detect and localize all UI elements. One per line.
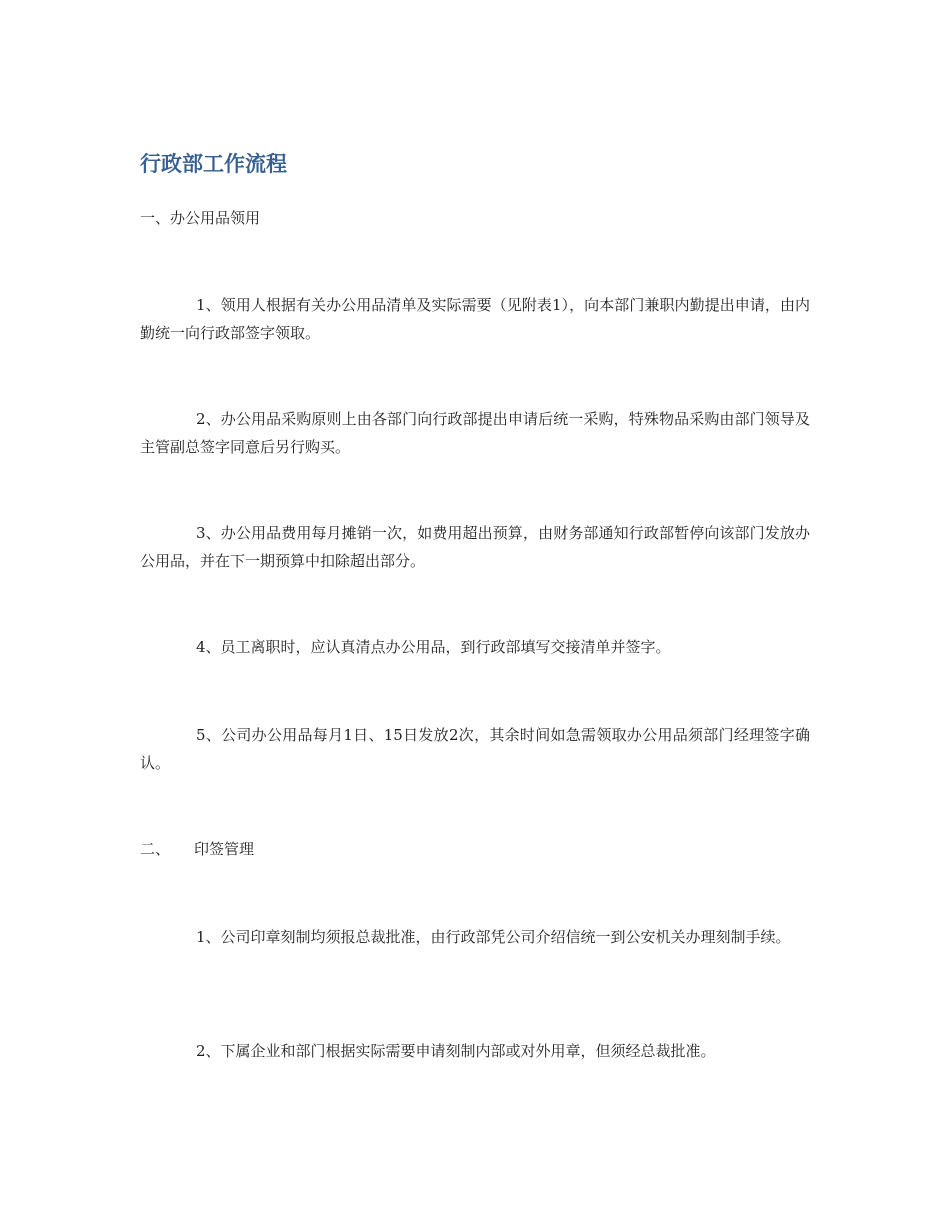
section-number: 一、 <box>140 209 171 227</box>
section-title: 印签管理 <box>194 840 255 858</box>
paragraph-office-supplies-2: 2、办公用品采购原则上由各部门向行政部提出申请后统一采购，特殊物品采购由部门领导及主管副总签字同意后另行购买。 <box>140 410 810 456</box>
section-heading-seal-management <box>140 838 254 860</box>
section-heading-office-supplies <box>140 207 260 229</box>
paragraph-office-supplies-5: 5、公司办公用品每月1日、15日发放2次，其余时间如急需领取办公用品须部门经理签字确认。 <box>140 726 810 772</box>
paragraph-office-supplies-3: 3、办公用品费用每月摊销一次，如费用超出预算，由财务部通知行政部暂停向该部门发放办公用品，并在下一期预算中扣除超出部分。 <box>140 524 810 570</box>
paragraph-office-supplies-4: 4、员工离职时，应认真清点办公用品，到行政部填写交接清单并签字。 <box>196 638 671 656</box>
section-title: 办公用品领用 <box>170 209 261 227</box>
paragraph-seal-management-2: 2、下属企业和部门根据实际需要申请刻制内部或对外用章，但须经总裁批准。 <box>196 1042 716 1060</box>
section-number: 二、 <box>140 840 171 858</box>
paragraph-office-supplies-1: 1、领用人根据有关办公用品清单及实际需要（见附表1），向本部门兼职内勤提出申请，由内勤统一向行政部签字领取。 <box>140 296 810 342</box>
document-title: 行政部工作流程 <box>140 152 287 176</box>
paragraph-seal-management-1: 1、公司印章刻制均须报总裁批准，由行政部凭公司介绍信统一到公安机关办理刻制手续。 <box>196 928 791 946</box>
